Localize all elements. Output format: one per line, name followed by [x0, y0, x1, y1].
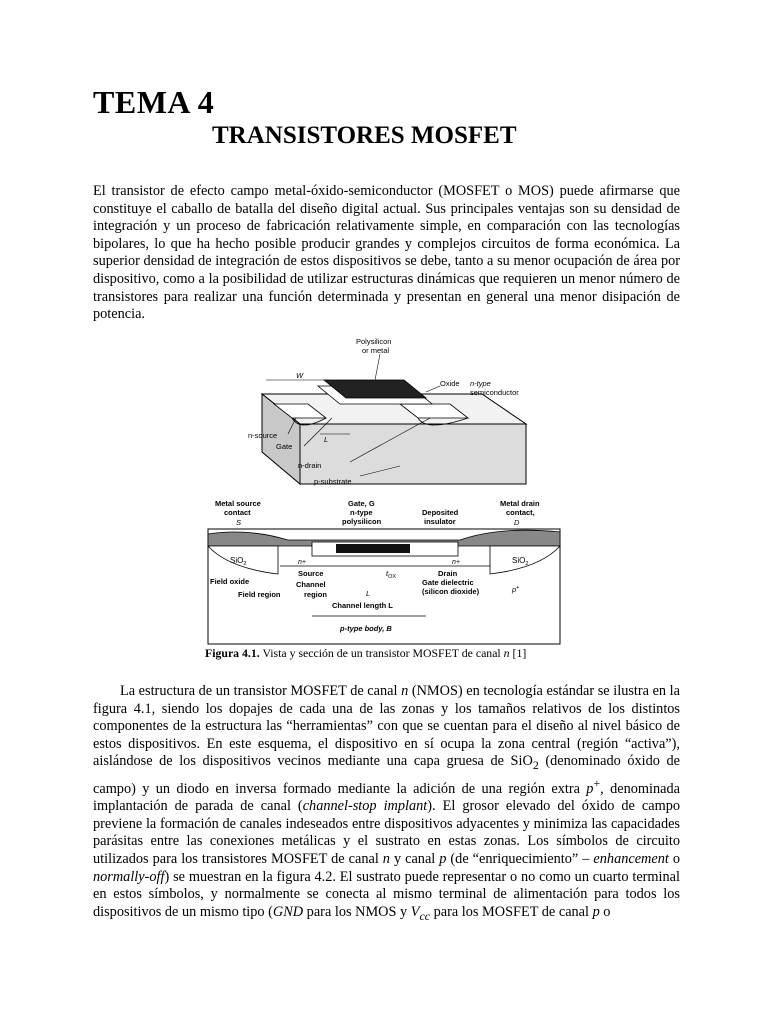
label-metal-drain: Metal drain: [500, 499, 540, 508]
label-metal-source: Metal source: [215, 499, 261, 508]
label-polysilicon: Polysilicon: [356, 337, 392, 346]
body-paragraph: La estructura de un transistor MOSFET de canal n (NMOS) en tecnología estándar se ilustra en la figura 4.1, siendo los dopajes de cada una de las zonas y los tamaños relativos de los distintos componentes de la estructura las “herramientas” con que se cuentan para el diseño al nivel básico de estos dispositivos. En este esquema, el dispositivo en sí ocupa la zona central (región “activa”), aislándose de los dispositivos vecinos mediante una capa gruesa de SiO$_2$ (denominado óxido de campo) y un diodo en inversa formado mediante la adición de una región extra p+, denominada implantación de parada de canal (channel-stop implant). El grosor elevado del óxido de campo previene la formación de canales indeseados entre dispositivos adyacentes y minimiza las capacidades parásitas entre las conexiones metálicas y el sustrato en estas zonas. Los símbolos de circuito utilizados para los transistores MOSFET de canal n y canal p (de “enriquecimiento” – enhancement o normally-off) se muestran en la figura 4.2. El sustrato puede representar o no como un cuarto terminal en estos símbolos, y normalmente se conecta al mismo terminal de alimentación para todos los dispositivos de un mismo tipo (GND para los NMOS y $V_{cc}$ para los MOSFET de canal p o: [93, 683, 681, 923]
caption-n: n: [503, 646, 510, 660]
label-pplus: p+: [512, 585, 520, 594]
label-ntype-bottom: n-type: [350, 508, 373, 517]
label-n-source: n-source: [248, 431, 278, 440]
label-tox: $t_{OX}$: [386, 569, 397, 580]
label-polysilicon-bottom: polysilicon: [342, 517, 382, 526]
label-channel-length: Channel length L: [332, 601, 393, 610]
chapter-title: TRANSISTORES MOSFET: [212, 122, 517, 149]
label-gate-g: Gate, G: [348, 499, 375, 508]
label-n-drain: n-drain: [298, 461, 322, 470]
label-s: S: [236, 518, 242, 527]
mosfet-cross-section: [208, 499, 560, 644]
label-sio2-right: SiO$_2$: [512, 556, 529, 567]
label-oxide: Oxide: [440, 379, 460, 388]
label-drain: Drain: [438, 569, 458, 578]
label-gate-dielectric: Gate dielectric: [422, 578, 474, 587]
label-w: W: [296, 371, 304, 380]
mosfet-3d-view: [248, 337, 526, 486]
label-deposited: Deposited: [422, 508, 459, 517]
label-sio2-left: SiO$_2$: [230, 556, 247, 567]
caption-label: Figura 4.1.: [205, 646, 260, 660]
label-nplus-left: n+: [298, 559, 306, 566]
intro-paragraph: El transistor de efecto campo metal-óxido-semiconductor (MOSFET o MOS) puede afirmarse que constituye el caballo de batalla del diseño digital actual. Sus principales ventajas son su densidad de integración y un proceso de fabricación relativamente simple, en comparación con las tecnologías bipolares, lo que ha hecho posible producir grandes y complejos circuitos de forma económica. La superior densidad de integración de estos dispositivos se debe, tanto a su menor ocupación de área por dispositivo, como a la posibilidad de utilizar estructuras dinámicas que requieren un menor número de transistores para realizar una función determinada y presentan en general una menor disipación de potencia.: [93, 183, 680, 323]
caption-ref: [1]: [509, 646, 527, 660]
label-nplus-right: n+: [452, 559, 460, 566]
mosfet-figure: [200, 334, 570, 646]
label-region: region: [304, 590, 327, 599]
label-channel: Channel: [296, 580, 326, 589]
caption-text: Vista y sección de un transistor MOSFET de canal: [259, 646, 504, 660]
label-ntype-top: n-type: [470, 379, 491, 388]
label-d: D: [514, 518, 520, 527]
label-p-substrate: p-substrate: [314, 477, 352, 486]
label-insulator: insulator: [424, 517, 456, 526]
label-field-region: Field region: [238, 590, 281, 599]
figure-caption: [205, 646, 526, 661]
label-ptype-body: p-type body, B: [340, 624, 392, 633]
label-or-metal: or metal: [362, 346, 390, 355]
label-l: L: [324, 435, 329, 444]
label-source: Source: [298, 569, 324, 578]
label-l-arrow: L: [366, 589, 371, 598]
label-contact: contact: [224, 508, 251, 517]
label-semiconductor: semiconductor: [470, 388, 519, 397]
label-field-oxide: Field oxide: [210, 577, 250, 586]
label-contact-d: contact,: [506, 508, 535, 517]
label-gate: Gate: [276, 442, 293, 451]
label-silicon-dioxide: (silicon dioxide): [422, 587, 480, 596]
chapter-heading: TEMA 4: [93, 84, 215, 120]
